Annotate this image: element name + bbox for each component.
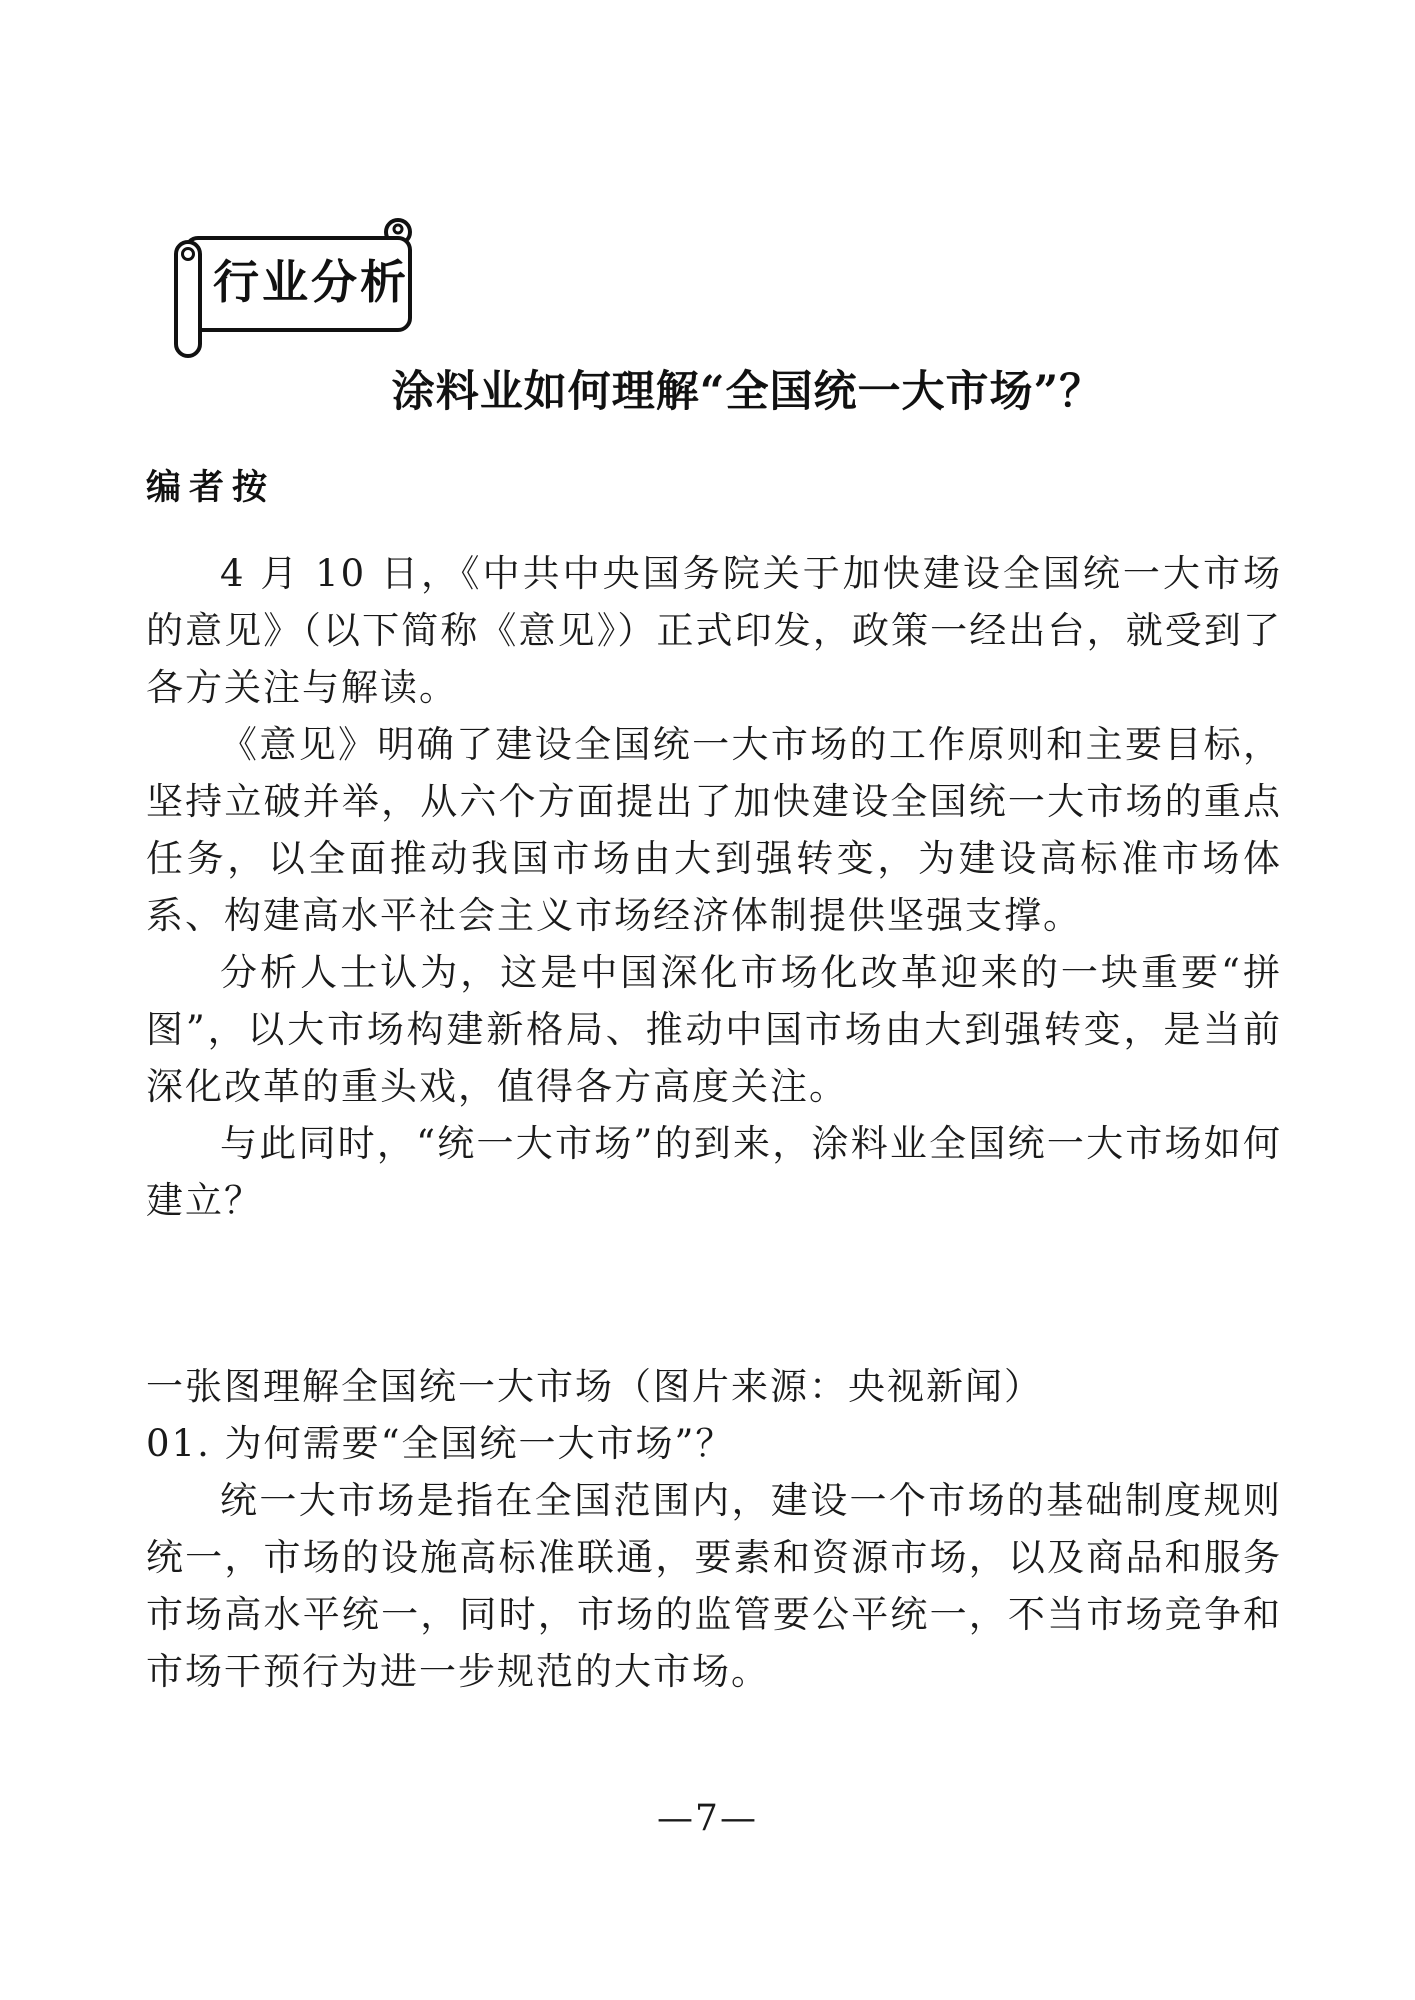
page-number: —7—: [657, 1798, 758, 1839]
body-paragraph-4: 与此同时，“统一大市场”的到来，涂料业全国统一大市场如何建立？: [146, 1122, 1282, 1222]
banner-label: 行业分析: [213, 255, 409, 309]
body-paragraph-1: 4 月 10 日，《中共中央国务院关于加快建设全国统一大市场的意见》（以下简称《意见》）正式印发，政策一经出台，就受到了各方关注与解读。: [146, 552, 1282, 709]
industry-analysis-banner: [172, 216, 422, 361]
image-caption: 一张图理解全国统一大市场（图片来源：央视新闻）: [146, 1365, 1043, 1408]
body-paragraph-2: 《意见》明确了建设全国统一大市场的工作原则和主要目标，坚持立破并举，从六个方面提出了加快建设全国统一大市场的重点任务，以全面推动我国市场由大到强转变，为建设高标准市场体系、构建高水平社会主义市场经济体制提供坚强支撑。: [146, 723, 1282, 937]
editor-note-heading: 编者按: [146, 467, 276, 508]
editor-note-body: [146, 545, 1282, 1229]
article-title: 涂料业如何理解“全国统一大市场”？: [391, 367, 1104, 417]
section-01-block: [146, 1358, 1282, 1700]
body-paragraph-3: 分析人士认为，这是中国深化市场化改革迎来的一块重要“拼图”，以大市场构建新格局、推动中国市场由大到强转变，是当前深化改革的重头戏，值得各方高度关注。: [146, 951, 1282, 1108]
section-01-paragraph: 统一大市场是指在全国范围内，建设一个市场的基础制度规则统一，市场的设施高标准联通，要素和资源市场，以及商品和服务市场高水平统一，同时，市场的监管要公平统一，不当市场竞争和市场干预行为进一步规范的大市场。: [146, 1479, 1282, 1693]
section-01-heading: 01. 为何需要“全国统一大市场”？: [146, 1422, 735, 1465]
